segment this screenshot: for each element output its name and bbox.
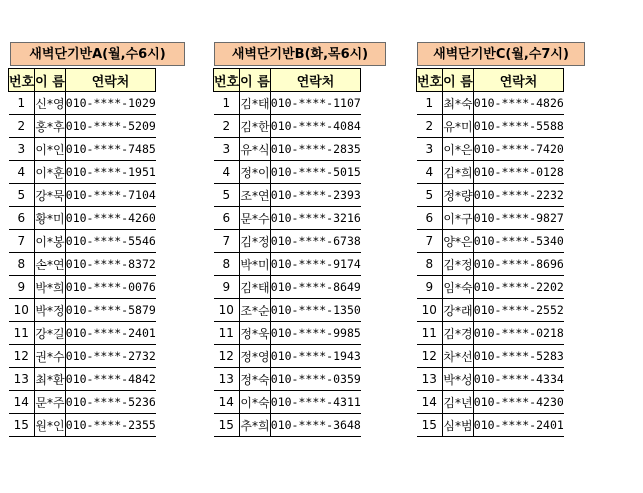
member-name: 양*은	[443, 230, 474, 253]
phone-number: 010-****-7485	[65, 138, 156, 161]
header-name: 이 름	[35, 69, 66, 92]
row-number: 11	[214, 322, 240, 345]
member-name: 황*미	[35, 207, 66, 230]
phone-number: 010-****-2401	[473, 414, 564, 437]
phone-number: 010-****-2835	[270, 138, 361, 161]
table-row	[214, 299, 361, 322]
table-row	[417, 92, 564, 115]
row-number: 12	[214, 345, 240, 368]
member-name: 이*은	[443, 138, 474, 161]
member-name: 김*태	[240, 276, 271, 299]
row-number: 7	[214, 230, 240, 253]
member-name: 이*훈	[35, 161, 66, 184]
table-row	[214, 207, 361, 230]
phone-number: 010-****-5546	[65, 230, 156, 253]
table-row	[214, 115, 361, 138]
phone-number: 010-****-8372	[65, 253, 156, 276]
member-name: 이*인	[35, 138, 66, 161]
table-row	[214, 322, 361, 345]
phone-number: 010-****-9985	[270, 322, 361, 345]
row-number: 5	[9, 184, 35, 207]
phone-number: 010-****-0076	[65, 276, 156, 299]
row-number: 13	[9, 368, 35, 391]
row-number: 9	[9, 276, 35, 299]
row-number: 3	[417, 138, 443, 161]
phone-number: 010-****-2393	[270, 184, 361, 207]
member-name: 정*숙	[240, 368, 271, 391]
row-number: 10	[214, 299, 240, 322]
phone-number: 010-****-4260	[65, 207, 156, 230]
member-name: 유*식	[240, 138, 271, 161]
phone-number: 010-****-1029	[65, 92, 156, 115]
table-row	[9, 253, 156, 276]
roster-body	[417, 92, 564, 437]
member-name: 권*수	[35, 345, 66, 368]
member-name: 이*봉	[35, 230, 66, 253]
table-row	[417, 115, 564, 138]
phone-number: 010-****-2202	[473, 276, 564, 299]
phone-number: 010-****-4084	[270, 115, 361, 138]
table-row	[214, 253, 361, 276]
member-name: 김*희	[443, 161, 474, 184]
table-row	[9, 115, 156, 138]
header-row	[214, 69, 361, 92]
table-row	[417, 207, 564, 230]
phone-number: 010-****-3648	[270, 414, 361, 437]
table-row	[214, 414, 361, 437]
table-row	[214, 138, 361, 161]
table-row	[214, 368, 361, 391]
roster-title: 새벽단기반B(화,목6시)	[214, 42, 386, 66]
table-row	[9, 161, 156, 184]
member-name: 강*래	[443, 299, 474, 322]
table-row	[214, 230, 361, 253]
row-number: 9	[214, 276, 240, 299]
table-row	[9, 207, 156, 230]
row-number: 1	[214, 92, 240, 115]
header-row	[417, 69, 564, 92]
member-name: 홍*후	[35, 115, 66, 138]
row-number: 6	[214, 207, 240, 230]
header-phone: 연락처	[270, 69, 361, 92]
member-name: 김*태	[240, 92, 271, 115]
phone-number: 010-****-1943	[270, 345, 361, 368]
phone-number: 010-****-5879	[65, 299, 156, 322]
header-row	[9, 69, 156, 92]
phone-number: 010-****-2355	[65, 414, 156, 437]
header-phone: 연락처	[65, 69, 156, 92]
row-number: 1	[417, 92, 443, 115]
member-name: 원*인	[35, 414, 66, 437]
row-number: 7	[417, 230, 443, 253]
member-name: 박*성	[443, 368, 474, 391]
row-number: 13	[214, 368, 240, 391]
row-number: 8	[214, 253, 240, 276]
phone-number: 010-****-9827	[473, 207, 564, 230]
header-name: 이 름	[443, 69, 474, 92]
row-number: 14	[214, 391, 240, 414]
table-row	[214, 184, 361, 207]
member-name: 정*영	[240, 345, 271, 368]
member-name: 김*정	[240, 230, 271, 253]
phone-number: 010-****-7420	[473, 138, 564, 161]
table-row	[9, 414, 156, 437]
row-number: 14	[417, 391, 443, 414]
member-name: 정*욱	[240, 322, 271, 345]
phone-number: 010-****-1951	[65, 161, 156, 184]
row-number: 2	[417, 115, 443, 138]
row-number: 9	[417, 276, 443, 299]
table-row	[417, 368, 564, 391]
table-row	[214, 276, 361, 299]
row-number: 4	[214, 161, 240, 184]
table-row	[417, 230, 564, 253]
member-name: 박*희	[35, 276, 66, 299]
phone-number: 010-****-9174	[270, 253, 361, 276]
table-row	[417, 184, 564, 207]
phone-number: 010-****-5236	[65, 391, 156, 414]
member-name: 이*구	[443, 207, 474, 230]
row-number: 14	[9, 391, 35, 414]
table-row	[9, 92, 156, 115]
phone-number: 010-****-0128	[473, 161, 564, 184]
row-number: 15	[9, 414, 35, 437]
phone-number: 010-****-4842	[65, 368, 156, 391]
phone-number: 010-****-5340	[473, 230, 564, 253]
table-row	[9, 391, 156, 414]
row-number: 8	[417, 253, 443, 276]
table-row	[417, 138, 564, 161]
member-name: 정*량	[443, 184, 474, 207]
row-number: 11	[9, 322, 35, 345]
phone-number: 010-****-2552	[473, 299, 564, 322]
member-name: 손*연	[35, 253, 66, 276]
member-name: 박*미	[240, 253, 271, 276]
roster-table	[213, 68, 361, 437]
member-name: 최*환	[35, 368, 66, 391]
roster-body	[9, 92, 156, 437]
member-name: 문*수	[240, 207, 271, 230]
member-name: 김*한	[240, 115, 271, 138]
phone-number: 010-****-1107	[270, 92, 361, 115]
row-number: 13	[417, 368, 443, 391]
table-row	[9, 276, 156, 299]
table-row	[214, 92, 361, 115]
phone-number: 010-****-5283	[473, 345, 564, 368]
member-name: 강*묵	[35, 184, 66, 207]
table-row	[9, 299, 156, 322]
row-number: 4	[417, 161, 443, 184]
member-name: 문*주	[35, 391, 66, 414]
row-number: 10	[9, 299, 35, 322]
table-row	[214, 345, 361, 368]
roster-body	[214, 92, 361, 437]
header-phone: 연락처	[473, 69, 564, 92]
member-name: 박*정	[35, 299, 66, 322]
phone-number: 010-****-2732	[65, 345, 156, 368]
phone-number: 010-****-8649	[270, 276, 361, 299]
phone-number: 010-****-5209	[65, 115, 156, 138]
member-name: 임*숙	[443, 276, 474, 299]
member-name: 이*숙	[240, 391, 271, 414]
table-row	[214, 161, 361, 184]
phone-number: 010-****-4230	[473, 391, 564, 414]
member-name: 정*이	[240, 161, 271, 184]
table-row	[9, 230, 156, 253]
row-number: 5	[214, 184, 240, 207]
table-row	[9, 368, 156, 391]
member-name: 유*미	[443, 115, 474, 138]
roster-title: 새벽단기반A(월,수6시)	[10, 42, 185, 66]
table-row	[417, 322, 564, 345]
row-number: 2	[214, 115, 240, 138]
phone-number: 010-****-4826	[473, 92, 564, 115]
phone-number: 010-****-4334	[473, 368, 564, 391]
table-row	[417, 345, 564, 368]
row-number: 7	[9, 230, 35, 253]
table-row	[417, 276, 564, 299]
row-number: 12	[417, 345, 443, 368]
row-number: 3	[214, 138, 240, 161]
header-number: 번호	[417, 69, 443, 92]
member-name: 심*범	[443, 414, 474, 437]
row-number: 15	[214, 414, 240, 437]
row-number: 2	[9, 115, 35, 138]
table-row	[9, 322, 156, 345]
member-name: 김*정	[443, 253, 474, 276]
member-name: 신*영	[35, 92, 66, 115]
phone-number: 010-****-0359	[270, 368, 361, 391]
row-number: 5	[417, 184, 443, 207]
phone-number: 010-****-2401	[65, 322, 156, 345]
table-row	[9, 138, 156, 161]
phone-number: 010-****-5015	[270, 161, 361, 184]
phone-number: 010-****-5588	[473, 115, 564, 138]
table-row	[417, 391, 564, 414]
member-name: 조*연	[240, 184, 271, 207]
row-number: 3	[9, 138, 35, 161]
table-row	[214, 391, 361, 414]
roster-title: 새벽단기반C(월,수7시)	[417, 42, 585, 66]
phone-number: 010-****-8696	[473, 253, 564, 276]
row-number: 15	[417, 414, 443, 437]
table-row	[417, 161, 564, 184]
phone-number: 010-****-3216	[270, 207, 361, 230]
row-number: 4	[9, 161, 35, 184]
row-number: 11	[417, 322, 443, 345]
row-number: 6	[9, 207, 35, 230]
row-number: 6	[417, 207, 443, 230]
phone-number: 010-****-4311	[270, 391, 361, 414]
table-row	[417, 299, 564, 322]
table-row	[417, 253, 564, 276]
phone-number: 010-****-1350	[270, 299, 361, 322]
phone-number: 010-****-0218	[473, 322, 564, 345]
header-number: 번호	[9, 69, 35, 92]
member-name: 김*경	[443, 322, 474, 345]
roster-table	[416, 68, 564, 437]
header-number: 번호	[214, 69, 240, 92]
phone-number: 010-****-6738	[270, 230, 361, 253]
header-name: 이 름	[240, 69, 271, 92]
member-name: 최*숙	[443, 92, 474, 115]
row-number: 1	[9, 92, 35, 115]
member-name: 차*선	[443, 345, 474, 368]
phone-number: 010-****-7104	[65, 184, 156, 207]
table-row	[417, 414, 564, 437]
member-name: 강*길	[35, 322, 66, 345]
row-number: 12	[9, 345, 35, 368]
table-row	[9, 184, 156, 207]
roster-table	[8, 68, 156, 437]
row-number: 8	[9, 253, 35, 276]
phone-number: 010-****-2232	[473, 184, 564, 207]
member-name: 조*순	[240, 299, 271, 322]
member-name: 김*년	[443, 391, 474, 414]
row-number: 10	[417, 299, 443, 322]
member-name: 추*희	[240, 414, 271, 437]
table-row	[9, 345, 156, 368]
